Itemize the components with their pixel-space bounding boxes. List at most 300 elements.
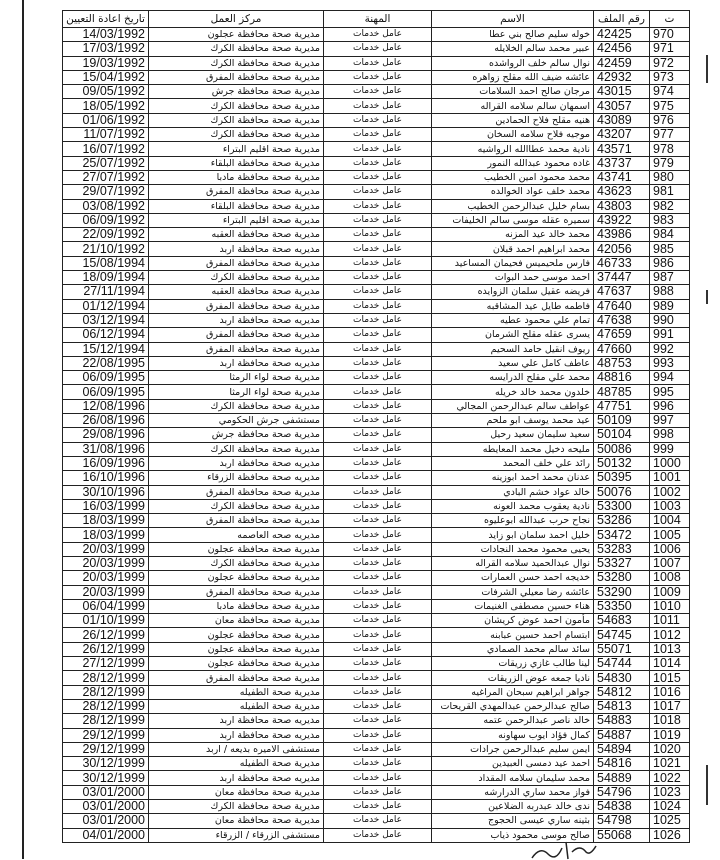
row-name: فارس ملحيميس فحيمان المساعيد	[432, 256, 594, 270]
row-seq: 985	[650, 242, 690, 256]
row-profession: عامل خدمات	[324, 42, 432, 56]
row-file-number: 54883	[594, 714, 650, 728]
row-file-number: 43015	[594, 85, 650, 99]
row-seq: 999	[650, 442, 690, 456]
row-reappointment-date: 22/09/1992	[63, 228, 149, 242]
row-work-center: مديرية صحة محافظة المفرق	[149, 299, 324, 313]
table-row	[63, 128, 690, 142]
table-row	[63, 70, 690, 84]
row-reappointment-date: 14/03/1992	[63, 28, 149, 42]
row-seq: 1016	[650, 685, 690, 699]
row-profession: عامل خدمات	[324, 271, 432, 285]
row-work-center: مديرية صحة محافظة جرش	[149, 428, 324, 442]
row-reappointment-date: 26/08/1996	[63, 414, 149, 428]
table-row	[63, 199, 690, 213]
row-name: خلدون محمد خالد خريله	[432, 385, 594, 399]
row-seq: 1021	[650, 757, 690, 771]
table-row	[63, 757, 690, 771]
row-file-number: 48785	[594, 385, 650, 399]
row-profession: عامل خدمات	[324, 585, 432, 599]
row-profession: عامل خدمات	[324, 528, 432, 542]
row-work-center: مديرية صحة اقليم البتراء	[149, 142, 324, 156]
row-reappointment-date: 26/12/1999	[63, 642, 149, 656]
row-work-center: مديرية صحة الطفيله	[149, 699, 324, 713]
row-seq: 975	[650, 99, 690, 113]
row-seq: 1003	[650, 499, 690, 513]
row-reappointment-date: 04/01/2000	[63, 828, 149, 842]
row-seq: 1008	[650, 571, 690, 585]
row-seq: 1017	[650, 699, 690, 713]
row-reappointment-date: 03/08/1992	[63, 199, 149, 213]
row-profession: عامل خدمات	[324, 785, 432, 799]
row-file-number: 43089	[594, 113, 650, 127]
table-row	[63, 728, 690, 742]
row-name: موجيه فلاح سلامه السخان	[432, 128, 594, 142]
row-reappointment-date: 01/12/1994	[63, 299, 149, 313]
row-name: سعيد سليمان سعيد رحيل	[432, 428, 594, 442]
row-seq: 1004	[650, 514, 690, 528]
row-work-center: مديريه صحة محافظة اربد	[149, 313, 324, 327]
row-reappointment-date: 20/03/1999	[63, 556, 149, 570]
row-profession: عامل خدمات	[324, 99, 432, 113]
row-file-number: 42459	[594, 56, 650, 70]
scan-mark	[706, 55, 708, 83]
row-seq: 1015	[650, 671, 690, 685]
row-name: عائشه ضيف الله مقلح زواهره	[432, 70, 594, 84]
row-name: خليل احمد سلمان ابو زايد	[432, 528, 594, 542]
row-name: ناديا جمعه عوض الزريقات	[432, 671, 594, 685]
table-row	[63, 113, 690, 127]
row-reappointment-date: 12/08/1996	[63, 399, 149, 413]
table-row	[63, 342, 690, 356]
row-seq: 1020	[650, 742, 690, 756]
row-reappointment-date: 11/07/1992	[63, 128, 149, 142]
row-file-number: 47660	[594, 342, 650, 356]
scan-mark	[706, 765, 708, 805]
row-reappointment-date: 28/12/1999	[63, 714, 149, 728]
row-seq: 996	[650, 399, 690, 413]
row-profession: عامل خدمات	[324, 685, 432, 699]
row-seq: 1001	[650, 471, 690, 485]
row-reappointment-date: 27/11/1994	[63, 285, 149, 299]
row-profession: عامل خدمات	[324, 342, 432, 356]
row-profession: عامل خدمات	[324, 485, 432, 499]
table-row	[63, 185, 690, 199]
table-row	[63, 699, 690, 713]
table-row	[63, 742, 690, 756]
row-profession: عامل خدمات	[324, 70, 432, 84]
row-file-number: 37447	[594, 271, 650, 285]
header-seq: ت	[650, 11, 690, 28]
row-reappointment-date: 28/12/1999	[63, 699, 149, 713]
row-seq: 1018	[650, 714, 690, 728]
row-profession: عامل خدمات	[324, 714, 432, 728]
row-work-center: مديرية صحة محافظة العقبه	[149, 285, 324, 299]
row-name: مليحه دخيل محمد المعايطه	[432, 442, 594, 456]
table-row	[63, 56, 690, 70]
row-profession: عامل خدمات	[324, 742, 432, 756]
row-file-number: 43737	[594, 156, 650, 170]
row-name: عبير محمد سالم الخلايله	[432, 42, 594, 56]
table-row	[63, 85, 690, 99]
row-file-number: 43207	[594, 128, 650, 142]
row-reappointment-date: 22/08/1995	[63, 356, 149, 370]
row-work-center: مديرية صحة محافظة المفرق	[149, 342, 324, 356]
row-work-center: مديرية صحة محافظة مادبا	[149, 170, 324, 184]
row-name: خوله سليم صالح بني عطا	[432, 28, 594, 42]
row-seq: 973	[650, 70, 690, 84]
table-row	[63, 271, 690, 285]
table-row	[63, 571, 690, 585]
row-seq: 1019	[650, 728, 690, 742]
row-file-number: 47638	[594, 313, 650, 327]
row-work-center: مديرية صحة لواء الرمثا	[149, 371, 324, 385]
row-profession: عامل خدمات	[324, 699, 432, 713]
table-row	[63, 800, 690, 814]
row-seq: 1013	[650, 642, 690, 656]
row-reappointment-date: 31/08/1996	[63, 442, 149, 456]
row-name: جواهر ابراهيم سبحان المراغيه	[432, 685, 594, 699]
row-name: مأمون احمد عوض كريشان	[432, 614, 594, 628]
row-name: خديجه احمد حسن العمارات	[432, 571, 594, 585]
row-profession: عامل خدمات	[324, 156, 432, 170]
row-work-center: مديرية صحة محافظة الكرك	[149, 113, 324, 127]
row-reappointment-date: 29/12/1999	[63, 742, 149, 756]
row-work-center: مديرية صحة محافظة عجلون	[149, 542, 324, 556]
row-name: محمد سليمان سلامه المقداد	[432, 771, 594, 785]
row-name: نوال عبدالحميد سلامه القراله	[432, 556, 594, 570]
row-seq: 1005	[650, 528, 690, 542]
row-work-center: مديرية صحة محافظة المفرق	[149, 70, 324, 84]
row-profession: عامل خدمات	[324, 256, 432, 270]
row-seq: 981	[650, 185, 690, 199]
row-name: عواطف سالم عبدالرحمن المجالي	[432, 399, 594, 413]
row-work-center: مديريه صحه العاصمه	[149, 528, 324, 542]
row-work-center: مديرية صحة محافظة معان	[149, 814, 324, 828]
scan-edge-line	[22, 0, 24, 859]
row-seq: 982	[650, 199, 690, 213]
table-row	[63, 614, 690, 628]
row-work-center: مديرية صحة محافظة الكرك	[149, 128, 324, 142]
row-work-center: مديرية صحة محافظة عجلون	[149, 642, 324, 656]
table-row	[63, 142, 690, 156]
row-seq: 989	[650, 299, 690, 313]
row-profession: عامل خدمات	[324, 285, 432, 299]
row-work-center: مديرية صحة محافظة جرش	[149, 85, 324, 99]
row-profession: عامل خدمات	[324, 671, 432, 685]
row-profession: عامل خدمات	[324, 414, 432, 428]
row-name: نادية يعقوب محمد العونه	[432, 499, 594, 513]
row-work-center: مديرية صحة محافظة المفرق	[149, 185, 324, 199]
row-name: يحيى محمود محمد النجادات	[432, 542, 594, 556]
row-reappointment-date: 03/01/2000	[63, 814, 149, 828]
table-row	[63, 99, 690, 113]
row-work-center: مديرية صحة محافظة عجلون	[149, 571, 324, 585]
table-row	[63, 356, 690, 370]
table-row	[63, 671, 690, 685]
row-name: كمال فؤاد ايوب سهاونه	[432, 728, 594, 742]
row-reappointment-date: 16/09/1996	[63, 456, 149, 470]
row-seq: 995	[650, 385, 690, 399]
row-file-number: 54889	[594, 771, 650, 785]
table-row	[63, 170, 690, 184]
row-profession: عامل خدمات	[324, 428, 432, 442]
row-work-center: مديرية صحة محافظة المفرق	[149, 256, 324, 270]
row-file-number: 54830	[594, 671, 650, 685]
row-work-center: مستشفى الاميره بديعه / اربد	[149, 742, 324, 756]
row-reappointment-date: 06/09/1992	[63, 213, 149, 227]
row-reappointment-date: 18/03/1999	[63, 514, 149, 528]
row-file-number: 53327	[594, 556, 650, 570]
row-name: يسرى عقله مقلح الشرمان	[432, 328, 594, 342]
row-name: محمد ابراهيم احمد قبلان	[432, 242, 594, 256]
row-seq: 993	[650, 356, 690, 370]
table-row	[63, 771, 690, 785]
row-name: اسمهان سالم سلامه القراله	[432, 99, 594, 113]
row-seq: 1022	[650, 771, 690, 785]
row-profession: عامل خدمات	[324, 199, 432, 213]
row-reappointment-date: 03/01/2000	[63, 785, 149, 799]
row-seq: 988	[650, 285, 690, 299]
row-name: عيد محمد يوسف ابو ملحم	[432, 414, 594, 428]
table-row	[63, 385, 690, 399]
table-row	[63, 213, 690, 227]
row-reappointment-date: 29/12/1999	[63, 728, 149, 742]
table-row	[63, 414, 690, 428]
table-row	[63, 256, 690, 270]
row-seq: 972	[650, 56, 690, 70]
row-reappointment-date: 09/05/1992	[63, 85, 149, 99]
row-name: سميره عقله موسى سالم الخليفات	[432, 213, 594, 227]
row-reappointment-date: 01/10/1999	[63, 614, 149, 628]
row-profession: عامل خدمات	[324, 499, 432, 513]
row-file-number: 47751	[594, 399, 650, 413]
row-name: فواز محمد ساري الدرارشه	[432, 785, 594, 799]
row-reappointment-date: 16/10/1996	[63, 471, 149, 485]
row-seq: 1000	[650, 456, 690, 470]
row-work-center: مديرية صحة محافظة معان	[149, 614, 324, 628]
table-row	[63, 814, 690, 828]
row-work-center: مديرية صحة محافظة العقبه	[149, 228, 324, 242]
row-seq: 1010	[650, 599, 690, 613]
row-profession: عامل خدمات	[324, 657, 432, 671]
row-profession: عامل خدمات	[324, 128, 432, 142]
row-name: عائشه رضا معيلي الشرفات	[432, 585, 594, 599]
row-reappointment-date: 28/12/1999	[63, 671, 149, 685]
row-profession: عامل خدمات	[324, 828, 432, 842]
row-profession: عامل خدمات	[324, 170, 432, 184]
row-reappointment-date: 16/07/1992	[63, 142, 149, 156]
row-file-number: 48816	[594, 371, 650, 385]
row-reappointment-date: 06/09/1995	[63, 385, 149, 399]
row-name: محمد خلف عواد الخوالده	[432, 185, 594, 199]
row-profession: عامل خدمات	[324, 28, 432, 42]
row-work-center: مديرية صحة محافظة معان	[149, 785, 324, 799]
row-file-number: 42932	[594, 70, 650, 84]
row-work-center: مديرية صحة محافظة الكرك	[149, 442, 324, 456]
row-name: محمد خالد عيد المزنه	[432, 228, 594, 242]
row-file-number: 53290	[594, 585, 650, 599]
row-name: نجاح حرب عبدالله ابوعليوه	[432, 514, 594, 528]
row-seq: 976	[650, 113, 690, 127]
row-file-number: 42425	[594, 28, 650, 42]
row-profession: عامل خدمات	[324, 313, 432, 327]
table-row	[63, 556, 690, 570]
row-work-center: مديرية صحة محافظة الكرك	[149, 271, 324, 285]
row-reappointment-date: 01/06/1992	[63, 113, 149, 127]
row-seq: 991	[650, 328, 690, 342]
row-file-number: 43922	[594, 213, 650, 227]
row-file-number: 47637	[594, 285, 650, 299]
row-profession: عامل خدمات	[324, 614, 432, 628]
table-row	[63, 542, 690, 556]
row-work-center: مديرية صحة محافظة الكرك	[149, 556, 324, 570]
row-file-number: 50086	[594, 442, 650, 456]
row-name: خالد عواد خشم البادي	[432, 485, 594, 499]
row-work-center: مديرية صحة الطفيله	[149, 685, 324, 699]
row-profession: عامل خدمات	[324, 728, 432, 742]
row-reappointment-date: 20/03/1999	[63, 542, 149, 556]
table-row	[63, 628, 690, 642]
row-seq: 970	[650, 28, 690, 42]
row-name: هنيه مقلح فلاح الحمادين	[432, 113, 594, 127]
row-work-center: مديرية صحة الطفيله	[149, 757, 324, 771]
row-profession: عامل خدمات	[324, 142, 432, 156]
row-file-number: 54813	[594, 699, 650, 713]
table-row	[63, 242, 690, 256]
row-file-number: 54744	[594, 657, 650, 671]
header-work-center: مركز العمل	[149, 11, 324, 28]
table-row	[63, 485, 690, 499]
row-name: احمد عيد دمسى العبيدين	[432, 757, 594, 771]
row-file-number: 50109	[594, 414, 650, 428]
row-file-number: 54796	[594, 785, 650, 799]
row-work-center: مديرية صحة محافظة عجلون	[149, 28, 324, 42]
row-work-center: مديرية صحة محافظة المفرق	[149, 485, 324, 499]
row-profession: عامل خدمات	[324, 514, 432, 528]
table-row	[63, 371, 690, 385]
row-work-center: مديرية صحة محافظة الكرك	[149, 499, 324, 513]
row-profession: عامل خدمات	[324, 328, 432, 342]
row-seq: 1007	[650, 556, 690, 570]
row-reappointment-date: 03/12/1994	[63, 313, 149, 327]
row-file-number: 50132	[594, 456, 650, 470]
row-work-center: مستشفى جرش الحكومي	[149, 414, 324, 428]
row-file-number: 53280	[594, 571, 650, 585]
table-row	[63, 42, 690, 56]
row-seq: 1024	[650, 800, 690, 814]
row-reappointment-date: 18/05/1992	[63, 99, 149, 113]
row-profession: عامل خدمات	[324, 399, 432, 413]
row-reappointment-date: 28/12/1999	[63, 685, 149, 699]
row-file-number: 53283	[594, 542, 650, 556]
table-row	[63, 528, 690, 542]
row-seq: 1023	[650, 785, 690, 799]
row-name: تمام علي محمود عطيه	[432, 313, 594, 327]
row-seq: 1014	[650, 657, 690, 671]
header-profession: المهنة	[324, 11, 432, 28]
row-work-center: مديرية صحة محافظة عجلون	[149, 628, 324, 642]
row-name: فاطمه طايل عيد المشاقبه	[432, 299, 594, 313]
row-seq: 986	[650, 256, 690, 270]
header-reappointment-date: تاريخ اعادة التعيين	[63, 11, 149, 28]
row-reappointment-date: 06/09/1995	[63, 371, 149, 385]
row-name: عاطف كامل علي سعيد	[432, 356, 594, 370]
row-file-number: 46733	[594, 256, 650, 270]
row-work-center: مديريه صحة محافظة اربد	[149, 242, 324, 256]
row-work-center: مديرية صحة محافظة الكرك	[149, 800, 324, 814]
row-seq: 987	[650, 271, 690, 285]
row-file-number: 50104	[594, 428, 650, 442]
row-reappointment-date: 30/12/1999	[63, 757, 149, 771]
row-file-number: 43986	[594, 228, 650, 242]
row-file-number: 54887	[594, 728, 650, 742]
row-reappointment-date: 21/10/1992	[63, 242, 149, 256]
row-name: نوال سالم خلف الرواشده	[432, 56, 594, 70]
row-file-number: 55071	[594, 642, 650, 656]
row-reappointment-date: 27/07/1992	[63, 170, 149, 184]
row-name: هناء حسين مصطفى الغنيمات	[432, 599, 594, 613]
row-profession: عامل خدمات	[324, 456, 432, 470]
row-profession: عامل خدمات	[324, 442, 432, 456]
table-row	[63, 471, 690, 485]
table-row	[63, 456, 690, 470]
row-reappointment-date: 20/03/1999	[63, 585, 149, 599]
table-row	[63, 328, 690, 342]
row-work-center: مديرية صحة لواء الرمثا	[149, 385, 324, 399]
row-name: بسام خليل عبدالرحمن الخطيب	[432, 199, 594, 213]
row-seq: 992	[650, 342, 690, 356]
row-reappointment-date: 15/08/1994	[63, 256, 149, 270]
row-seq: 1009	[650, 585, 690, 599]
row-profession: عامل خدمات	[324, 571, 432, 585]
table-row	[63, 156, 690, 170]
row-reappointment-date: 15/04/1992	[63, 70, 149, 84]
row-seq: 1002	[650, 485, 690, 499]
row-file-number: 53300	[594, 499, 650, 513]
row-name: محمد علي مقلح الدرايسه	[432, 371, 594, 385]
row-file-number: 48753	[594, 356, 650, 370]
row-seq: 984	[650, 228, 690, 242]
row-seq: 979	[650, 156, 690, 170]
table-row	[63, 28, 690, 42]
row-profession: عامل خدمات	[324, 228, 432, 242]
row-file-number: 54798	[594, 814, 650, 828]
row-name: ريوف انقيل حامد السحيم	[432, 342, 594, 356]
row-profession: عامل خدمات	[324, 471, 432, 485]
row-reappointment-date: 19/03/1992	[63, 56, 149, 70]
row-file-number: 43571	[594, 142, 650, 156]
row-work-center: مديرية صحة محافظة الكرك	[149, 99, 324, 113]
row-profession: عامل خدمات	[324, 185, 432, 199]
row-profession: عامل خدمات	[324, 599, 432, 613]
row-name: محمد محمود امين الخطيب	[432, 170, 594, 184]
row-file-number: 54838	[594, 800, 650, 814]
row-work-center: مديرية صحة محافظة مادبا	[149, 599, 324, 613]
table-row	[63, 313, 690, 327]
table-row	[63, 657, 690, 671]
row-profession: عامل خدمات	[324, 213, 432, 227]
row-file-number: 43741	[594, 170, 650, 184]
row-name: عدنان محمد احمد ابوزينه	[432, 471, 594, 485]
row-seq: 1011	[650, 614, 690, 628]
row-file-number: 50395	[594, 471, 650, 485]
row-file-number: 50076	[594, 485, 650, 499]
table-row	[63, 428, 690, 442]
table-row	[63, 285, 690, 299]
row-work-center: مديرية صحة محافظة المفرق	[149, 585, 324, 599]
table-row	[63, 785, 690, 799]
